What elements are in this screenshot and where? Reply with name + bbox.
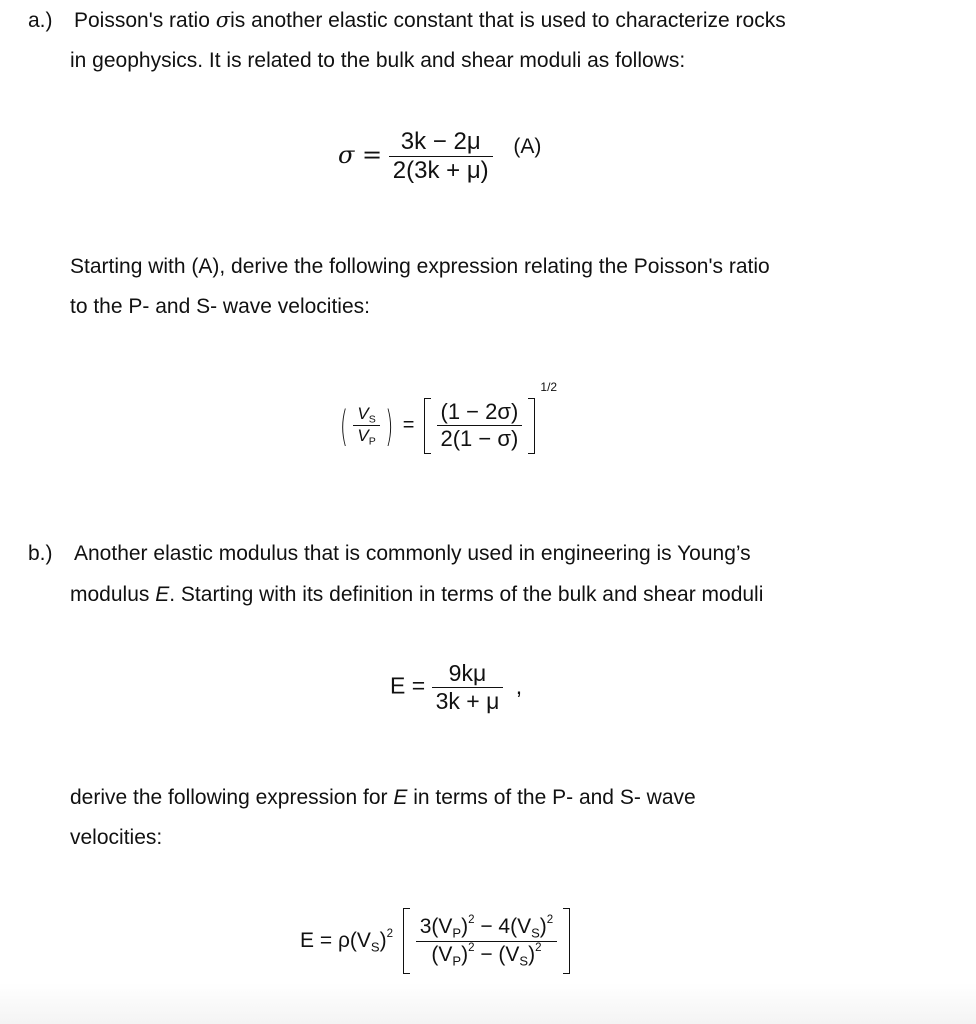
equation-velocity: ( $\frac{V_S}{V_P}$ ) = $\frac{(1 - 2\sigma)}{2(1 - \sigma)}$ $^{1/2}$	[340, 380, 557, 454]
right-bracket	[528, 398, 535, 454]
equation-final	[300, 908, 570, 974]
equation-a-lhs: σ =	[338, 140, 383, 169]
equation-final-fraction	[416, 914, 558, 968]
part-a-intro-line2: in geophysics. It is related to the bulk and shear moduli as follows:	[70, 49, 686, 72]
equation-e-denominator: 3k + μ	[435, 688, 500, 714]
vs-symbol: $V_S$	[357, 403, 376, 426]
equation-a-numerator: 3k − 2μ	[400, 128, 481, 155]
part-b-label: b.)	[28, 542, 53, 565]
part-b-derive-line2: velocities:	[70, 826, 163, 849]
equation-e-fraction	[432, 660, 504, 715]
equation-final-denominator: $(V_P)^2 - (V_S)^2$	[431, 941, 542, 968]
equation-a-fraction	[389, 128, 493, 185]
part-b-intro-line2: modulus E. Starting with its definition in terms of the bulk and shear moduli	[70, 583, 764, 606]
equation-e-numerator: 9kμ	[448, 660, 487, 686]
equation-a-tag: (A)	[513, 134, 542, 158]
final-right-bracket	[563, 908, 570, 974]
equation-final-lhs: $E = \rho(V_S)^2$	[300, 927, 393, 955]
part-b-derive-line1: derive the following expression for E in terms of the P- and S- wave	[70, 786, 696, 809]
part-a-derive-line1: Starting with (A), derive the following expression relating the Poisson's ratio	[70, 255, 770, 278]
part-a-label: a.)	[28, 9, 53, 32]
final-left-bracket	[403, 908, 410, 974]
poisson-fraction	[437, 399, 523, 452]
young-symbol: E	[155, 583, 170, 606]
sigma-symbol: σ	[215, 8, 231, 32]
equation-e-comma: ,	[515, 672, 523, 699]
e-symbol: E	[393, 786, 408, 809]
equation-final-numerator: $3(V_P)^2 - 4(V_S)^2$	[419, 914, 554, 941]
equation-e-lhs: E =	[390, 672, 426, 699]
left-bracket	[424, 398, 431, 454]
vp-symbol: $V_P$	[357, 426, 376, 448]
equation-a-denominator: 2(3k + μ)	[392, 157, 489, 184]
equation-e	[390, 660, 522, 715]
poisson-denominator: 2(1 − σ)	[440, 426, 519, 452]
part-b-intro-line1: b.) Another elastic modulus that is commonly used in engineering is Young’s	[28, 534, 751, 574]
equals-sign: =	[402, 414, 415, 436]
part-a-derive-line2: to the P- and S- wave velocities:	[70, 295, 370, 318]
poisson-numerator: (1 − 2σ)	[440, 399, 519, 425]
velocity-ratio	[353, 404, 379, 448]
exponent-half: 1/2	[540, 380, 558, 394]
part-a-intro-line1: a.) Poisson's ratio σis another elastic constant that is used to characterize rocks	[28, 0, 786, 41]
equation-a	[338, 128, 541, 185]
